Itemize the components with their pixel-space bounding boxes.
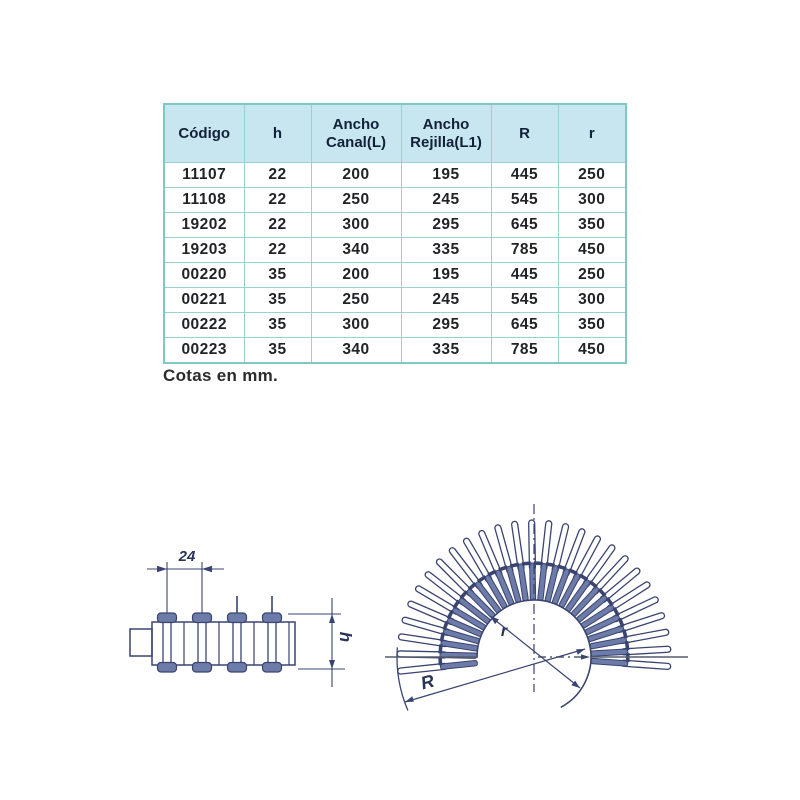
table-body [164,163,626,364]
height-dimension [288,598,345,687]
end-link [130,629,152,656]
table-cell: 295 [401,213,491,238]
table-cell: 19202 [164,213,244,238]
table-cell: 295 [401,313,491,338]
joint-tick [522,561,531,565]
table-cell: 445 [491,263,558,288]
side-view-diagram [118,533,372,703]
slat-joint [534,561,543,565]
roller-pin [158,613,177,672]
table-cell: 35 [244,288,311,313]
pin-cap-top [158,613,177,623]
table-cell: 300 [311,213,401,238]
slat-joint [487,569,497,576]
units-caption: Cotas en mm. [163,366,279,385]
R-arrow-upper-icon [576,649,585,655]
table-cell: 545 [491,288,558,313]
column-header: h [244,104,311,163]
joint-tick [568,568,578,575]
slat-inner-link [440,660,477,669]
table-cell: 00221 [164,288,244,313]
slat-joint [612,607,619,617]
pin-cap-bottom [158,663,177,673]
table-row [164,213,626,238]
column-header: r [558,104,626,163]
table-cell: 645 [491,313,558,338]
slat-joint [568,568,578,575]
table-cell: 300 [311,313,401,338]
table-cell: 00222 [164,313,244,338]
table-cell: 340 [311,338,401,364]
slat-joint [579,573,589,581]
curve-view-diagram [375,495,695,730]
table-cell: 250 [311,288,401,313]
table-cell: 445 [491,163,558,188]
spec-table [163,103,627,364]
table-cell: 00223 [164,338,244,364]
table-cell: 19203 [164,238,244,263]
column-header: Ancho Rejilla(L1) [401,104,491,163]
table-cell: 300 [558,288,626,313]
table-cell: 335 [401,238,491,263]
table-cell: 350 [558,213,626,238]
pin-cap-bottom [228,663,247,673]
table-cell: 645 [491,213,558,238]
table-row [164,188,626,213]
table-cell: 35 [244,263,311,288]
joint-tick [487,569,497,576]
joint-tick [447,610,454,620]
table-row [164,313,626,338]
joint-tick [612,607,619,617]
grille-slat [591,646,671,657]
table-row [164,263,626,288]
pin-stems [237,596,272,613]
table-cell: 22 [244,163,311,188]
column-header: Ancho Canal(L) [311,104,401,163]
table-cell: 250 [558,163,626,188]
column-header: R [491,104,558,163]
table-cell: 340 [311,238,401,263]
spec-table-container [163,103,627,364]
table-cell: 450 [558,238,626,263]
pin-cap-bottom [263,663,282,673]
pitch-label: 24 [178,548,196,565]
table-cell: 245 [401,288,491,313]
table-cell: 785 [491,338,558,364]
joint-tick [534,561,543,565]
R-arrow-lower-icon [405,696,414,702]
table-cell: 450 [558,338,626,364]
column-header: Código [164,104,244,163]
table-cell: 200 [311,163,401,188]
grille-slat [397,660,477,674]
table-cell: 250 [558,263,626,288]
table-row [164,238,626,263]
extension-lines [167,562,202,613]
table-cell: 195 [401,263,491,288]
slat-inner-link [538,563,547,600]
table-cell: 350 [558,313,626,338]
arrow-down-icon [329,660,335,669]
roller-pin [193,613,212,672]
pin-cap-top [193,613,212,623]
arrow-left-icon [157,566,167,572]
table-cell: 245 [401,188,491,213]
joint-tick [579,573,589,581]
pin-cap-bottom [193,663,212,673]
baseline-arrow-icon [581,654,590,659]
table-header-row [164,104,626,163]
slat-joint [522,561,531,565]
inner-radius-label: r [500,623,508,640]
table-row [164,288,626,313]
grille-slat [591,658,671,670]
table-cell: 35 [244,313,311,338]
roller-pin [263,613,282,672]
pin-cap-top [263,613,282,623]
pin-cap-top [228,613,247,623]
pitch-dimension [147,562,224,613]
table-cell: 00220 [164,263,244,288]
table-cell: 11107 [164,163,244,188]
table-row [164,163,626,188]
slat-inner-link [591,658,628,666]
table-cell: 35 [244,338,311,364]
slat-inner-link [530,563,536,600]
outer-radius-label: R [418,670,437,694]
roller-pin [228,613,247,672]
table-cell: 22 [244,238,311,263]
table-cell: 22 [244,188,311,213]
arrow-up-icon [329,614,335,623]
grille-slat [529,520,536,600]
arrow-right-icon [202,566,212,572]
table-cell: 200 [311,263,401,288]
height-label: h [336,631,355,643]
table-cell: 11108 [164,188,244,213]
table-cell: 195 [401,163,491,188]
table-cell: 785 [491,238,558,263]
table-cell: 22 [244,213,311,238]
table-cell: 335 [401,338,491,364]
slat-joint [447,610,454,620]
table-cell: 300 [558,188,626,213]
table-row [164,338,626,364]
table-cell: 250 [311,188,401,213]
table-cell: 545 [491,188,558,213]
